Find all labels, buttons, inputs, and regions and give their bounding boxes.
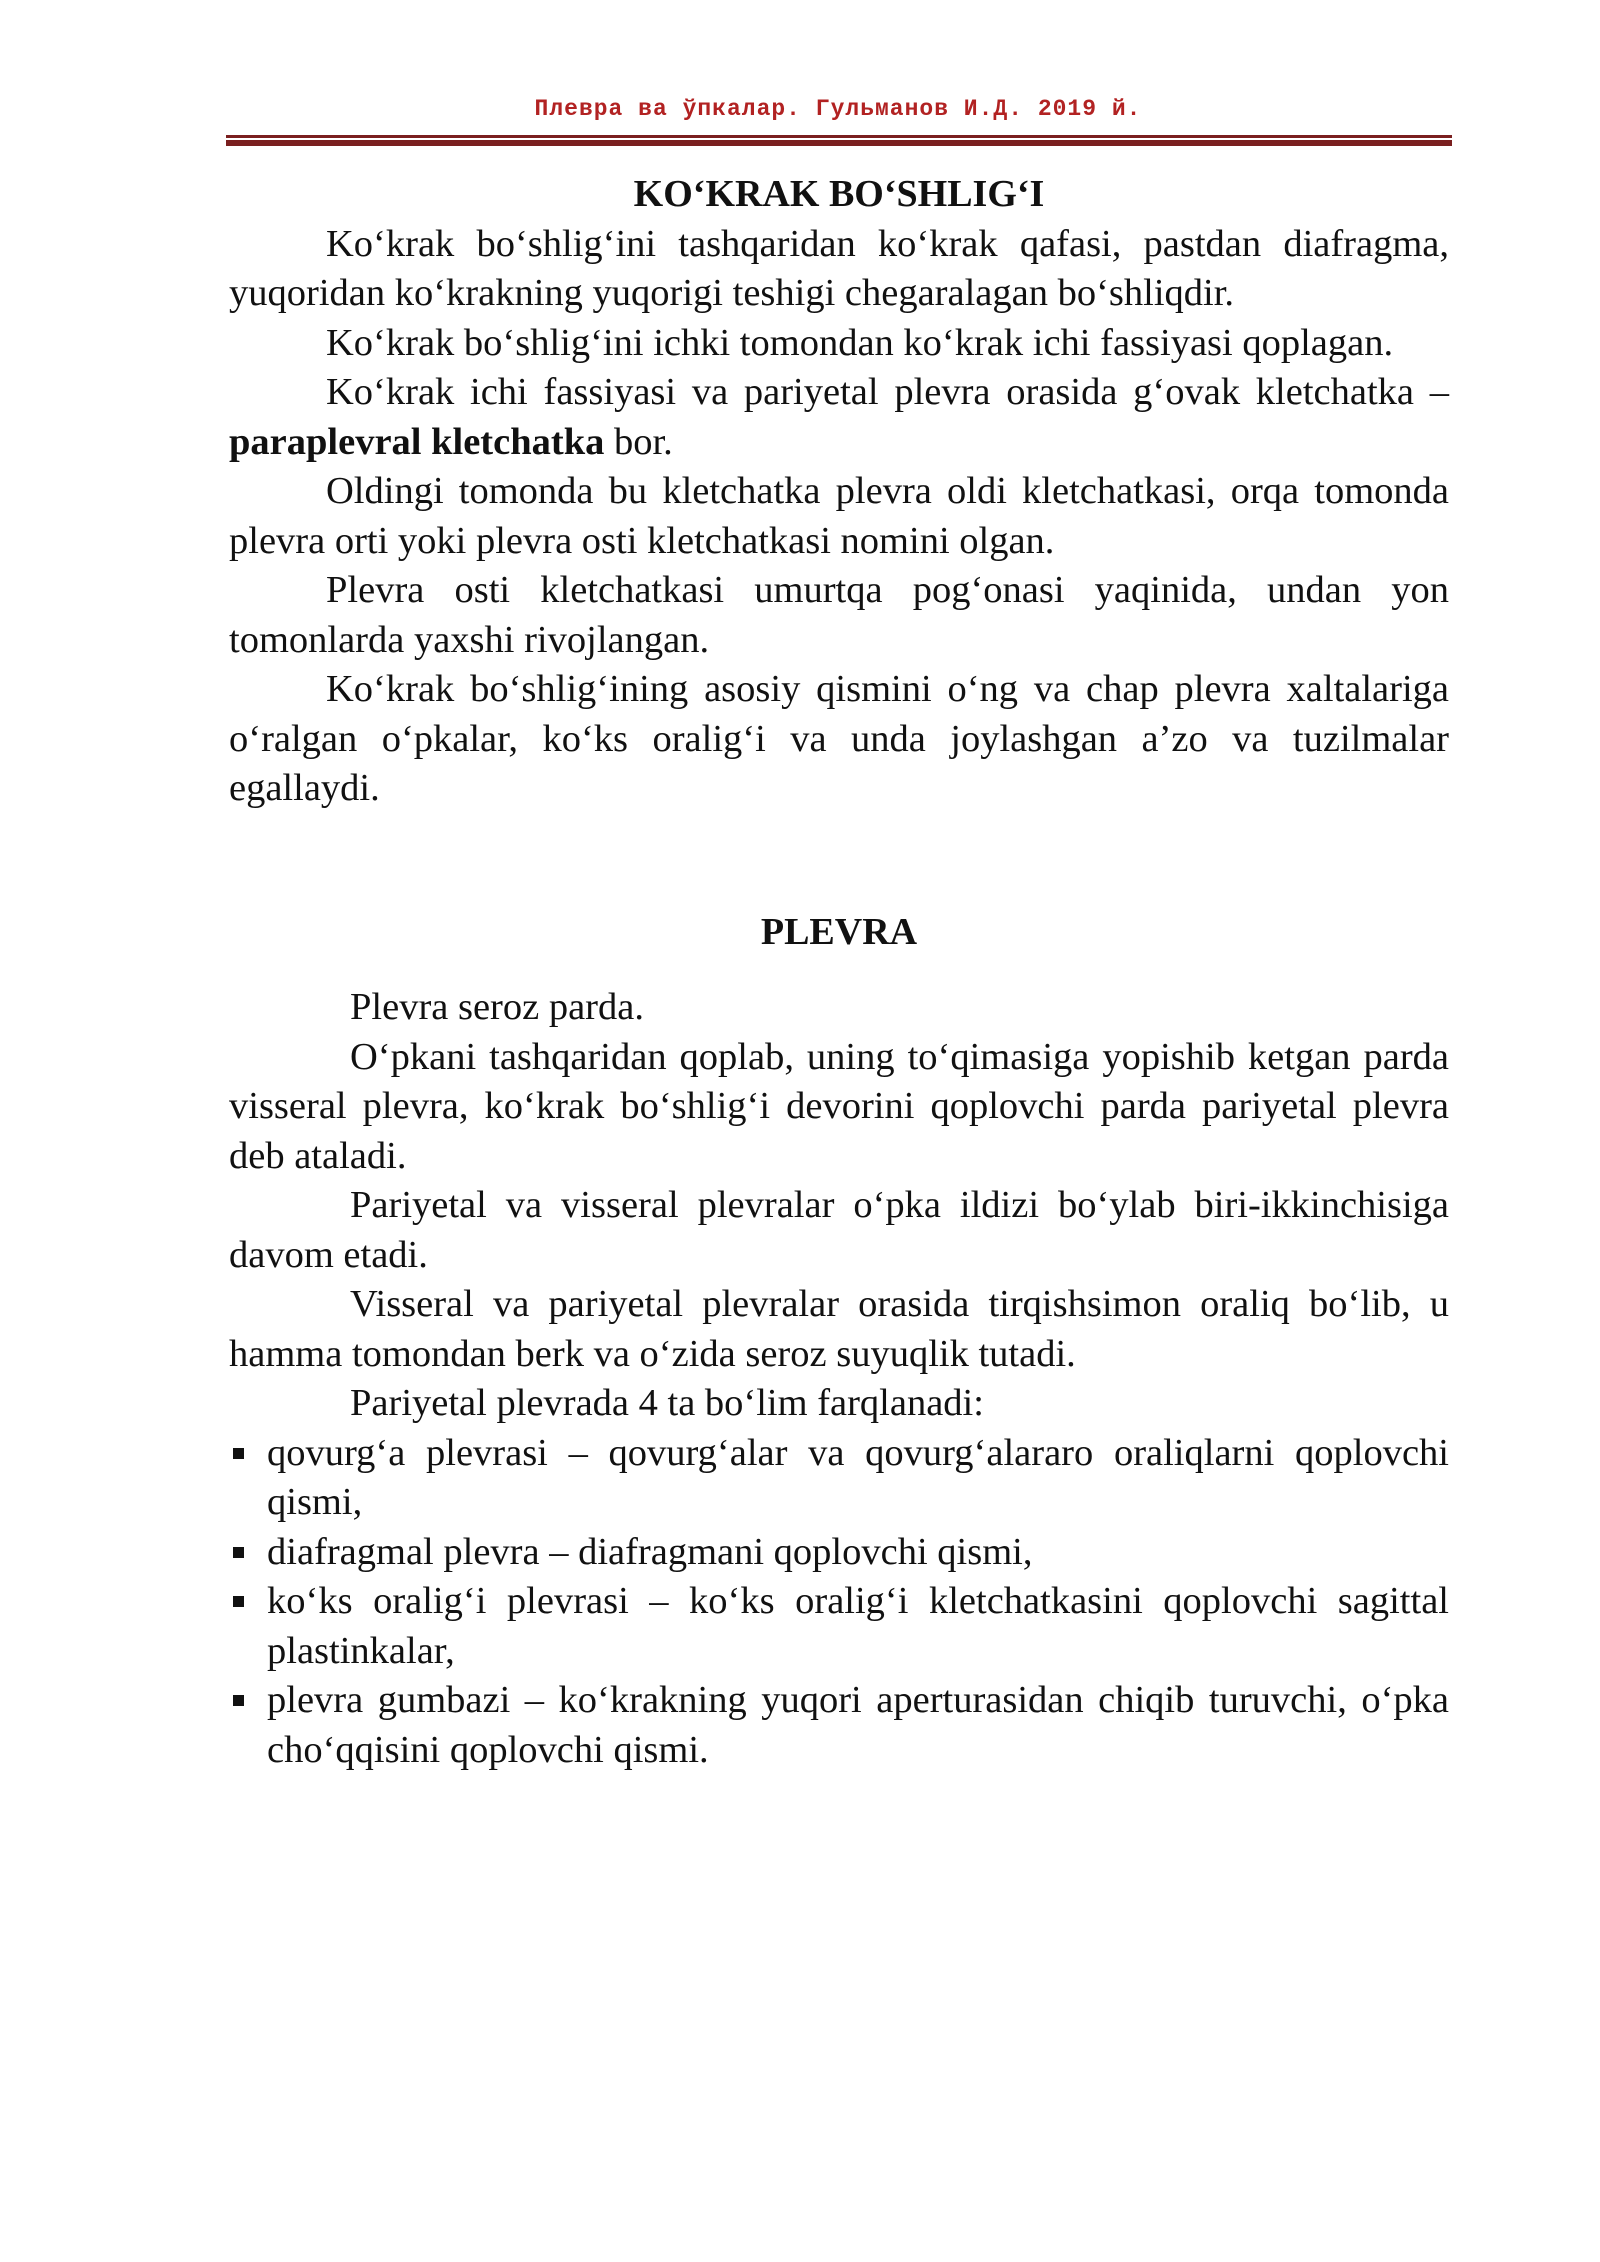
paragraph: Oldingi tomonda bu kletchatka plevra oldi kletchatkasi, orqa tomonda plevra orti yoki plevra osti kletchatkasi nomini olgan. (229, 470, 1449, 562)
list-item (229, 1528, 1449, 1578)
square-bullet-icon (233, 1448, 244, 1459)
paragraph: Plevra osti kletchatkasi umurtqa pog‘onasi yaqinida, undan yon tomonlarda yaxshi rivojlangan. (229, 569, 1449, 661)
section-title-kokrak-boshligi: KO‘KRAK BO‘SHLIG‘I (633, 173, 1045, 215)
header-rule-thick (226, 140, 1452, 146)
paragraph: Plevra seroz parda. (350, 986, 644, 1028)
list-item (229, 1577, 1449, 1676)
bold-term: paraplevral kletchatka (229, 420, 605, 463)
paragraph-text: Ko‘krak ichi fassiyasi va pariyetal plevra orasida g‘ovak kletchatka – (326, 371, 1449, 413)
list-item-text: ko‘ks oralig‘i plevrasi – ko‘ks oralig‘i kletchatkasini qoplovchi sagittal plastinkalar, (267, 1580, 1449, 1672)
list-item-text: plevra gumbazi – ko‘krakning yuqori aperturasidan chiqib turuvchi, o‘pka cho‘qqisini qoplovchi qismi. (267, 1679, 1449, 1771)
square-bullet-icon (233, 1695, 244, 1706)
paragraph: Visseral va pariyetal plevralar orasida tirqishsimon oraliq bo‘lib, u hamma tomondan berk va o‘zida seroz suyuqlik tutadi. (229, 1283, 1449, 1375)
square-bullet-icon (233, 1596, 244, 1607)
paragraph-with-bold-term (229, 368, 1449, 467)
header-rule-thin (226, 135, 1452, 138)
paragraph: Ko‘krak bo‘shlig‘ining asosiy qismini o‘ng va chap plevra xaltalariga o‘ralgan o‘pkalar, ko‘ks oralig‘i va unda joylashgan a’zo va tuzilmalar egallaydi. (229, 668, 1449, 809)
section-kokrak-boshligi-body (229, 220, 1449, 814)
list-item (229, 1676, 1449, 1775)
paragraph-text: bor. (604, 420, 673, 463)
square-bullet-icon (233, 1547, 244, 1558)
list-item (229, 1429, 1449, 1528)
running-header-title: Плевра ва ўпкалар. Гульманов И.Д. 2019 й. (534, 96, 1142, 122)
list-item-text: diafragmal plevra – diafragmani qoplovchi qismi, (267, 1530, 1033, 1573)
paragraph: O‘pkani tashqaridan qoplab, uning to‘qimasiga yopishib ketgan parda visseral plevra, ko‘krak bo‘shlig‘i devorini qoplovchi parda pariyetal plevra deb ataladi. (229, 1035, 1449, 1177)
paragraph: Pariyetal plevrada 4 ta bo‘lim farqlanadi: (350, 1382, 984, 1424)
paragraph: Ko‘krak bo‘shlig‘ini ichki tomondan ko‘krak ichi fassiyasi qoplagan. (326, 321, 1394, 364)
paragraph: Pariyetal va visseral plevralar o‘pka ildizi bo‘ylab biri-ikkinchisiga davom etadi. (229, 1184, 1449, 1276)
page-content (229, 170, 1449, 1775)
paragraph: Ko‘krak bo‘shlig‘ini tashqaridan ko‘krak qafasi, pastdan diafragma, yuqoridan ko‘krakning yuqorigi teshigi chegaralagan bo‘shliqdir. (229, 222, 1449, 314)
section-plevra-body (229, 983, 1449, 1429)
section-title-plevra: PLEVRA (760, 910, 918, 953)
bullet-list (229, 1429, 1449, 1776)
list-item-text: qovurg‘a plevrasi – qovurg‘alar va qovurg‘alararo oraliqlarni qoplovchi qismi, (267, 1431, 1449, 1523)
